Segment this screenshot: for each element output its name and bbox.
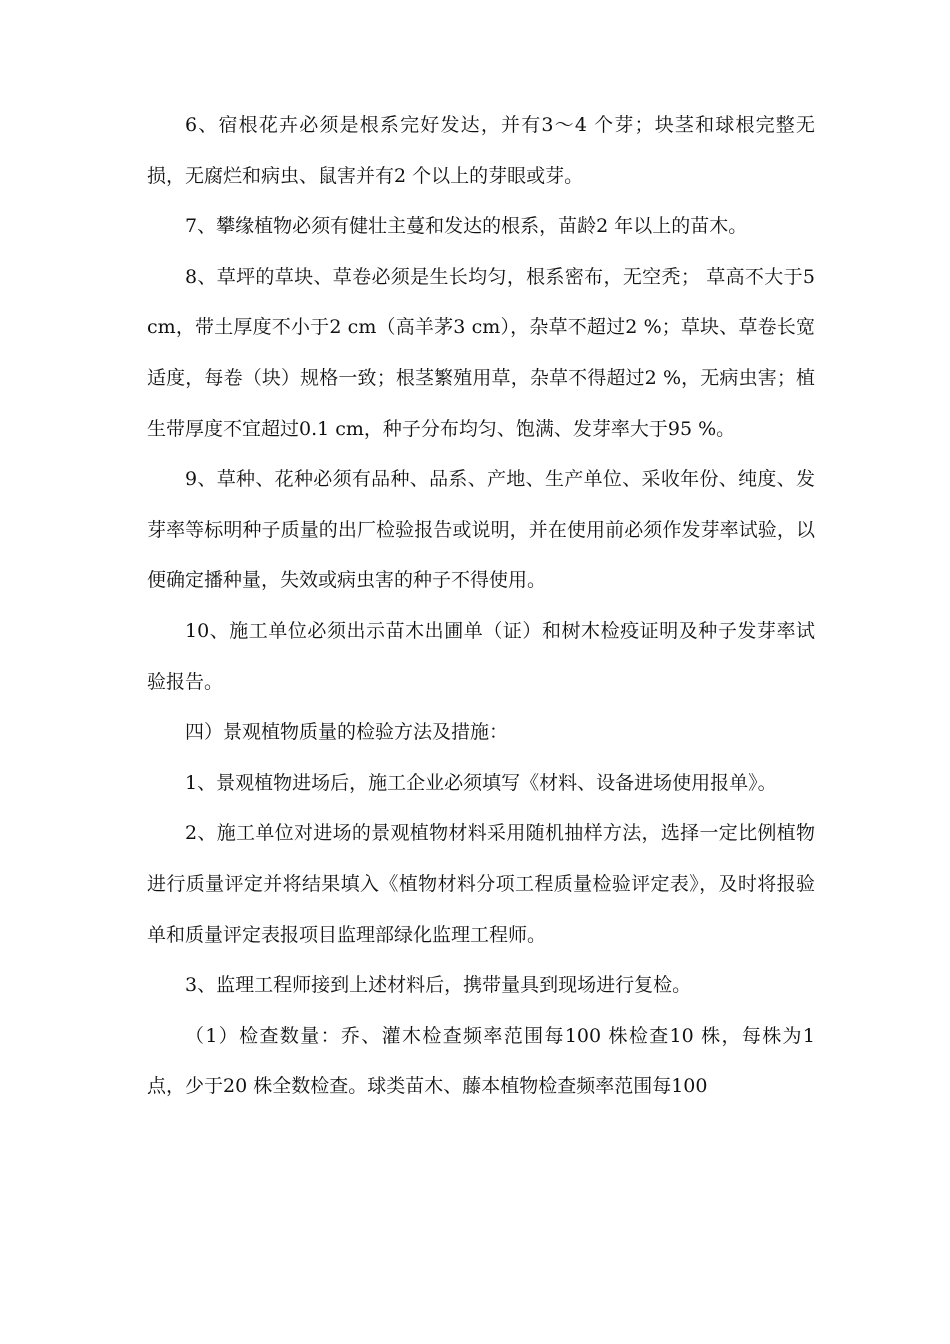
paragraph-perennial-flowers: 6、宿根花卉必须是根系完好发达，并有3～4 个芽；块茎和球根完整无损，无腐烂和病虫、鼠害并有2 个以上的芽眼或芽。 [147,114,815,187]
section-heading-inspection-methods: 四）景观植物质量的检验方法及措施： [185,721,509,744]
body-text [147,100,815,1112]
paragraph-entry-report: 1、景观植物进场后，施工企业必须填写《材料、设备进场使用报单》。 [185,771,777,794]
paragraph-turf-requirements: 8、草坪的草块、草卷必须是生长均匀，根系密布，无空秃； 草高不大于5 cm，带土厚度不小于2 cm（高羊茅3 cm），杂草不超过2 %；草块、草卷长宽适度，每卷（块）规格一致；根茎繁殖用草，杂草不得超过2 %，无病虫害；植生带厚度不宜超过0.1 cm，种子分布均匀、饱满、发芽率大于95 %。 [147,265,815,440]
paragraph-inspection-quantity: （1）检查数量：乔、灌木检查频率范围每100 株检查10 株，每株为1 点，少于20 株全数检查。球类苗木、藤本植物检查频率范围每100 [147,1024,815,1098]
paragraph-random-sampling: 2、施工单位对进场的景观植物材料采用随机抽样方法，选择一定比例植物进行质量评定并将结果填入《植物材料分项工程质量检验评定表》，及时将报验单和质量评定表报项目监理部绿化监理工程师。 [147,822,815,946]
paragraph-seed-requirements: 9、草种、花种必须有品种、品系、产地、生产单位、采收年份、纯度、发芽率等标明种子质量的出厂检验报告或说明，并在使用前必须作发芽率试验，以便确定播种量，失效或病虫害的种子不得使用。 [147,468,815,592]
paragraph-certificates: 10、施工单位必须出示苗木出圃单（证）和树木检疫证明及种子发芽率试验报告。 [147,619,815,693]
paragraph-climbing-plants: 7、攀缘植物必须有健壮主蔓和发达的根系，苗龄2 年以上的苗木。 [185,215,748,238]
paragraph-reinspection: 3、监理工程师接到上述材料后，携带量具到现场进行复检。 [185,974,692,997]
